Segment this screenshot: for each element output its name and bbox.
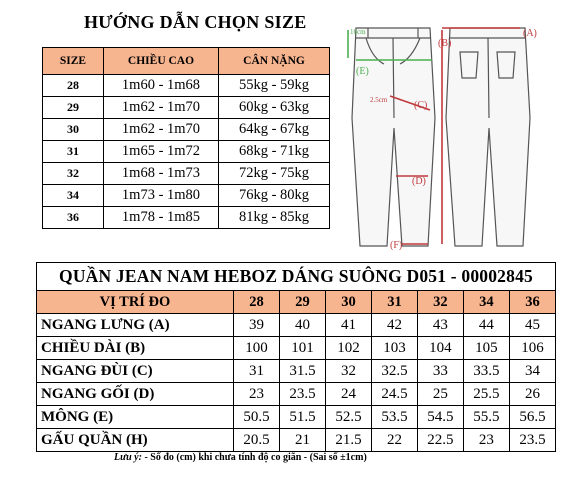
product-title: QUẦN JEAN NAM HEBOZ DÁNG SUÔNG D051 - 00002845: [37, 263, 556, 291]
size-guide-table: [42, 47, 330, 229]
size-cell: 30: [43, 119, 104, 141]
measurement-value: 33.5: [463, 360, 509, 383]
measurement-value: 31: [234, 360, 280, 383]
measurement-label: GẤU QUẦN (H): [37, 429, 234, 452]
position-header: VỊ TRÍ ĐO: [37, 291, 234, 314]
measurement-value: 41: [325, 314, 371, 337]
label-thigh-offset: 2.5cm: [370, 96, 388, 104]
footnote-text: - Số đo (cm) khi chưa tính độ co giãn - (Sai số ±1cm): [144, 452, 367, 463]
size-cell: 34: [43, 185, 104, 207]
size-column-header: 32: [417, 291, 463, 314]
measurement-value: 102: [325, 337, 371, 360]
weight-cell: 68kg - 71kg: [219, 141, 330, 163]
size-guide-title: HƯỚNG DẪN CHỌN SIZE: [84, 12, 307, 32]
measurement-value: 22: [371, 429, 417, 452]
measurement-row: [37, 429, 556, 452]
size-guide-row: [43, 207, 330, 229]
measurement-value: 25.5: [463, 383, 509, 406]
measurement-value: 50.5: [234, 406, 280, 429]
measurement-value: 105: [463, 337, 509, 360]
label-c: (C): [414, 100, 428, 111]
measurement-value: 20.5: [234, 429, 280, 452]
measurement-row: [37, 383, 556, 406]
size-column-header: 34: [463, 291, 509, 314]
size-guide-row: [43, 75, 330, 97]
label-f: (F): [390, 240, 403, 251]
weight-header: CÂN NẶNG: [219, 48, 330, 75]
measurement-value: 21.5: [325, 429, 371, 452]
label-a: (A): [523, 28, 537, 39]
jeans-measurement-diagram: [342, 18, 542, 254]
measurement-value: 23.5: [279, 383, 325, 406]
weight-cell: 72kg - 75kg: [219, 163, 330, 185]
measurement-value: 32: [325, 360, 371, 383]
size-cell: 31: [43, 141, 104, 163]
measurement-value: 23: [463, 429, 509, 452]
weight-cell: 64kg - 67kg: [219, 119, 330, 141]
size-header: SIZE: [43, 48, 104, 75]
measurement-label: NGANG GỐI (D): [37, 383, 234, 406]
measurement-value: 22.5: [417, 429, 463, 452]
measurement-value: 56.5: [509, 406, 555, 429]
measurement-value: 106: [509, 337, 555, 360]
measurement-value: 45: [509, 314, 555, 337]
measurement-value: 24.5: [371, 383, 417, 406]
measurement-label: MÔNG (E): [37, 406, 234, 429]
label-rise: 16cm: [350, 28, 366, 36]
size-guide-row: [43, 97, 330, 119]
measurement-value: 33: [417, 360, 463, 383]
measurement-value: 32.5: [371, 360, 417, 383]
jeans-back-outline: [446, 28, 530, 246]
weight-cell: 55kg - 59kg: [219, 75, 330, 97]
measurement-value: 39: [234, 314, 280, 337]
measurement-value: 55.5: [463, 406, 509, 429]
height-cell: 1m62 - 1m70: [104, 97, 219, 119]
weight-cell: 76kg - 80kg: [219, 185, 330, 207]
size-guide-row: [43, 185, 330, 207]
size-column-header: 28: [234, 291, 280, 314]
height-cell: 1m62 - 1m70: [104, 119, 219, 141]
measurement-value: 54.5: [417, 406, 463, 429]
size-cell: 32: [43, 163, 104, 185]
measurement-label: NGANG LƯNG (A): [37, 314, 234, 337]
measurement-value: 104: [417, 337, 463, 360]
measurement-value: 23.5: [509, 429, 555, 452]
measurement-row: [37, 360, 556, 383]
measurement-value: 101: [279, 337, 325, 360]
size-column-header: 29: [279, 291, 325, 314]
height-cell: 1m68 - 1m73: [104, 163, 219, 185]
height-cell: 1m78 - 1m85: [104, 207, 219, 229]
size-cell: 28: [43, 75, 104, 97]
measurement-value: 52.5: [325, 406, 371, 429]
footnote-label: Lưu ý:: [114, 452, 142, 463]
height-cell: 1m60 - 1m68: [104, 75, 219, 97]
measurement-label: CHIỀU DÀI (B): [37, 337, 234, 360]
measurement-value: 26: [509, 383, 555, 406]
weight-cell: 60kg - 63kg: [219, 97, 330, 119]
measurement-row: [37, 406, 556, 429]
measurement-value: 100: [234, 337, 280, 360]
size-column-header: 31: [371, 291, 417, 314]
measurement-value: 103: [371, 337, 417, 360]
weight-cell: 81kg - 85kg: [219, 207, 330, 229]
measurement-row: [37, 337, 556, 360]
measurement-value: 51.5: [279, 406, 325, 429]
size-guide-row: [43, 141, 330, 163]
measurement-value: 25: [417, 383, 463, 406]
height-header: CHIỀU CAO: [104, 48, 219, 75]
size-column-header: 36: [509, 291, 555, 314]
measurement-value: 31.5: [279, 360, 325, 383]
measurement-value: 24: [325, 383, 371, 406]
footnote: [114, 452, 367, 463]
height-cell: 1m65 - 1m72: [104, 141, 219, 163]
measurement-header-row: [37, 291, 556, 314]
measurement-value: 44: [463, 314, 509, 337]
label-e: (E): [356, 66, 369, 77]
measurement-value: 53.5: [371, 406, 417, 429]
size-cell: 36: [43, 207, 104, 229]
label-b: (B): [438, 38, 452, 49]
height-cell: 1m73 - 1m80: [104, 185, 219, 207]
label-d: (D): [412, 176, 426, 187]
measurement-table: [36, 262, 556, 452]
measurement-value: 40: [279, 314, 325, 337]
measurement-value: 42: [371, 314, 417, 337]
product-title-row: [37, 263, 556, 291]
size-guide-header-row: [43, 48, 330, 75]
measurement-value: 34: [509, 360, 555, 383]
size-guide-row: [43, 163, 330, 185]
measurement-row: [37, 314, 556, 337]
size-cell: 29: [43, 97, 104, 119]
measurement-value: 23: [234, 383, 280, 406]
measurement-label: NGANG ĐÙI (C): [37, 360, 234, 383]
size-guide-row: [43, 119, 330, 141]
measurement-value: 21: [279, 429, 325, 452]
size-column-header: 30: [325, 291, 371, 314]
measurement-value: 43: [417, 314, 463, 337]
